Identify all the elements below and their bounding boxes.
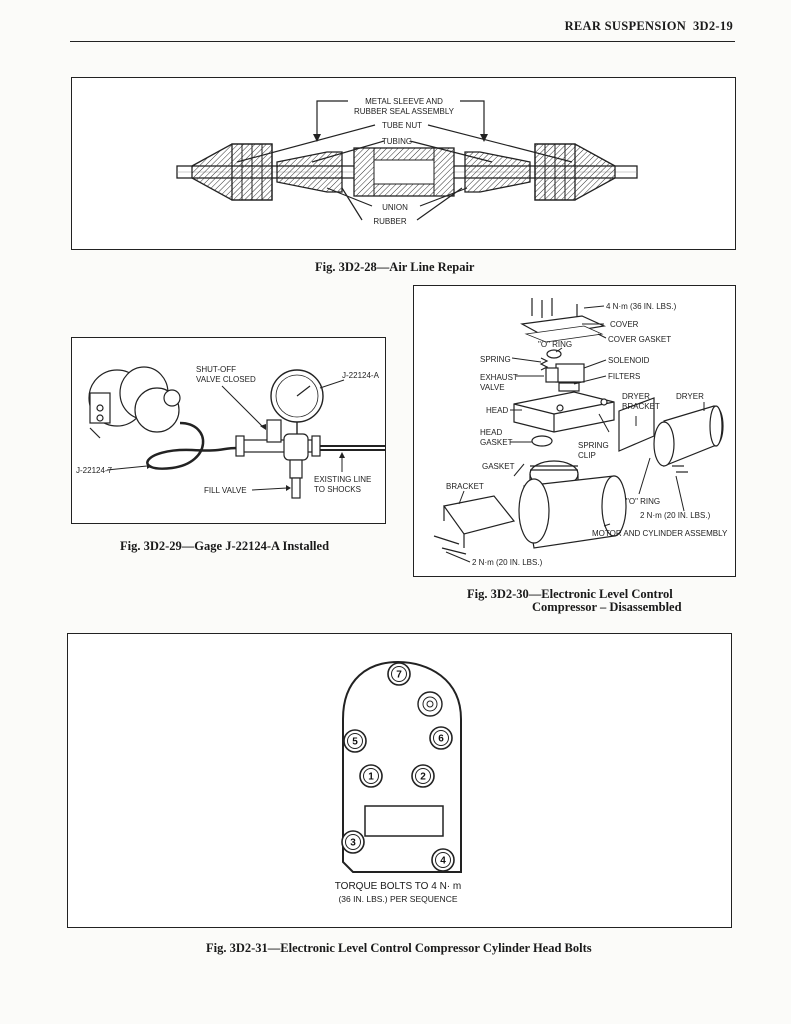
- label-fill-valve: FILL VALVE: [204, 486, 247, 495]
- running-header: [565, 19, 733, 34]
- label-exhaust-1: EXHAUST: [480, 373, 518, 382]
- torque-note: [318, 881, 478, 905]
- bolt-2: [412, 765, 434, 787]
- bolt-number: 4: [440, 855, 446, 867]
- right-tube-nut: [535, 144, 615, 200]
- bolt-5: [344, 730, 366, 752]
- label-o-ring-top: "O" RING: [538, 340, 573, 349]
- union: [354, 148, 454, 196]
- relief-port: [418, 692, 442, 716]
- label-spring: SPRING: [480, 355, 511, 364]
- bolt-number: 2: [420, 771, 426, 783]
- bolt-number: 6: [438, 733, 444, 745]
- label-tube-nut: TUBE NUT: [382, 121, 422, 130]
- label-tubing: TUBING: [381, 137, 413, 146]
- bolt-6: [430, 727, 452, 749]
- bolt-number: 1: [368, 771, 374, 783]
- caption-fig30-line1: Fig. 3D2-30—Electronic Level Control: [467, 587, 673, 601]
- compressor-sketch: [89, 367, 180, 438]
- bolt-number: 7: [396, 669, 402, 681]
- torque-note-line1: TORQUE BOLTS TO 4 N· m: [334, 881, 462, 892]
- label-head-gasket-2: GASKET: [480, 438, 513, 447]
- label-bracket: BRACKET: [446, 482, 484, 491]
- figure-gage-installed: [71, 337, 386, 524]
- label-torque-top: 4 N·m (36 IN. LBS.): [606, 302, 677, 311]
- bolt-3: [342, 831, 364, 853]
- left-tube-nut: [192, 144, 272, 200]
- label-cover-gasket: COVER GASKET: [608, 335, 672, 344]
- caption-fig29: Fig. 3D2-29—Gage J-22124-A Installed: [120, 539, 330, 553]
- label-shutoff-1: SHUT-OFF: [196, 365, 236, 374]
- label-spring-clip-1: SPRING: [578, 441, 609, 450]
- compressor-exploded-diagram: [414, 286, 735, 576]
- figure-air-line-repair: [71, 77, 736, 250]
- bolt-4: [432, 849, 454, 871]
- label-filters: FILTERS: [608, 372, 641, 381]
- label-o-ring-bottom: "O" RING: [626, 497, 661, 506]
- label-head-gasket-1: HEAD: [480, 428, 503, 437]
- label-gasket: GASKET: [482, 462, 515, 471]
- label-sleeve-2: RUBBER SEAL ASSEMBLY: [353, 107, 455, 116]
- label-head: HEAD: [486, 406, 509, 415]
- bolt-1: [360, 765, 382, 787]
- torque-note-line2: (36 IN. LBS.) PER SEQUENCE: [338, 894, 458, 904]
- label-union: UNION: [382, 203, 408, 212]
- gage-diagram: [72, 338, 385, 523]
- bolt-number: 5: [352, 736, 358, 748]
- label-spring-clip-2: CLIP: [578, 451, 596, 460]
- label-rubber: RUBBER: [373, 217, 407, 226]
- caption-fig28: Fig. 3D2-28—Air Line Repair: [315, 260, 475, 274]
- bolt-number: 3: [350, 837, 356, 849]
- label-existing-1: EXISTING LINE: [314, 475, 372, 484]
- caption-fig30-line2: Compressor – Disassembled: [532, 600, 682, 614]
- label-exhaust-2: VALVE: [480, 383, 505, 392]
- label-shutoff-2: VALVE CLOSED: [196, 375, 256, 384]
- label-cover: COVER: [610, 320, 639, 329]
- header-rule: [70, 41, 735, 42]
- label-dryer-bracket-2: BRACKET: [622, 402, 660, 411]
- section-title: REAR SUSPENSION: [564, 19, 687, 33]
- label-tool: J-22124-7: [76, 466, 113, 475]
- page-number: 3D2-19: [693, 19, 733, 33]
- label-torque-right: 2 N·m (20 IN. LBS.): [640, 511, 711, 520]
- bolt-7: [388, 663, 410, 685]
- label-dryer: DRYER: [676, 392, 704, 401]
- figure-cylinder-head-bolts: [67, 633, 732, 928]
- label-motor: MOTOR AND CYLINDER ASSEMBLY: [592, 529, 728, 538]
- air-line-diagram: [72, 78, 735, 249]
- label-torque-bottom: 2 N·m (20 IN. LBS.): [472, 558, 543, 567]
- caption-fig31: Fig. 3D2-31—Electronic Level Control Compressor Cylinder Head Bolts: [206, 941, 592, 955]
- figure-compressor-disassembled: [413, 285, 736, 577]
- label-sleeve-1: METAL SLEEVE AND: [365, 97, 443, 106]
- label-existing-2: TO SHOCKS: [314, 485, 361, 494]
- label-gage: J-22124-A: [342, 371, 379, 380]
- label-solenoid: SOLENOID: [608, 356, 650, 365]
- label-dryer-bracket-1: DRYER: [622, 392, 650, 401]
- valve-assembly: [236, 420, 385, 498]
